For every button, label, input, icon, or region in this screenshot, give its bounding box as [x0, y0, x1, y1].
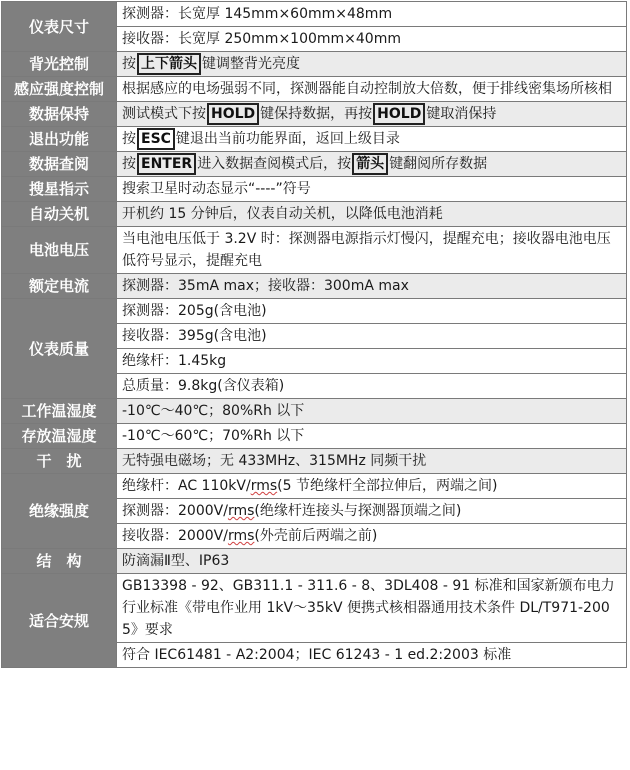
label-satellite: 搜星指示: [2, 177, 117, 202]
value-size-detector: 探测器：长宽厚 145mm×60mm×48mm: [117, 2, 627, 27]
row-hold: [2, 102, 627, 127]
label-size: 仪表尺寸: [2, 2, 117, 52]
label-work-temp: 工作温湿度: [2, 399, 117, 424]
text-pre: 探测器：2000V/: [122, 503, 228, 519]
key-updown-arrow: 上下箭头: [137, 53, 201, 75]
value-standards-2: 符合 IEC61481 - A2:2004；IEC 61243 - 1 ed.2:2003 标准: [117, 643, 627, 668]
label-backlight: 背光控制: [2, 52, 117, 77]
value-query: [117, 152, 627, 177]
text-post: (绝缘杆连接头与探测器顶端之间): [254, 503, 462, 519]
value-hold: [117, 102, 627, 127]
value-store-temp: -10℃～60℃；70%Rh 以下: [117, 424, 627, 449]
row-insulation: [2, 474, 627, 499]
row-query: [2, 152, 627, 177]
text-post: 键翻阅所存数据: [389, 156, 488, 172]
label-structure: 结 构: [2, 549, 117, 574]
label-exit: 退出功能: [2, 127, 117, 152]
row-store-temp: [2, 424, 627, 449]
value-backlight: [117, 52, 627, 77]
value-mass-receiver: 接收器：395g(含电池): [117, 324, 627, 349]
row-standards: [2, 574, 627, 643]
value-insulation-receiver: [117, 524, 627, 549]
row-sensitivity: [2, 77, 627, 102]
key-hold-2: HOLD: [373, 103, 425, 125]
label-store-temp: 存放温湿度: [2, 424, 117, 449]
value-standards-1: GB13398 - 92、GB311.1 - 311.6 - 8、3DL408 - 91 标准和国家新颁布电力行业标准《带电作业用 1kV～35kV 便携式核相器通用技术条件 DL/T971-2005》要求: [117, 574, 627, 643]
label-current: 额定电流: [2, 274, 117, 299]
value-insulation-detector: [117, 499, 627, 524]
row-work-temp: [2, 399, 627, 424]
text-pre: 绝缘杆：AC 110kV/: [122, 478, 251, 494]
row-auto-off: [2, 202, 627, 227]
text-post: (5 节绝缘杆全部拉伸后，两端之间): [277, 478, 498, 494]
row-satellite: [2, 177, 627, 202]
key-enter: ENTER: [137, 153, 196, 175]
key-arrow: 箭头: [352, 153, 388, 175]
key-esc: ESC: [137, 128, 175, 150]
value-mass-detector: 探测器：205g(含电池): [117, 299, 627, 324]
spec-table: [1, 1, 627, 668]
unit-rms: rms: [227, 528, 255, 544]
row-current: [2, 274, 627, 299]
text-post: (外壳前后两端之前): [254, 528, 378, 544]
row-interference: [2, 449, 627, 474]
row-structure: [2, 549, 627, 574]
text-pre: 接收器：2000V/: [122, 528, 228, 544]
value-mass-total: 总质量：9.8kg(含仪表箱): [117, 374, 627, 399]
text-pre: 按: [122, 56, 136, 72]
value-satellite: 搜索卫星时动态显示“----”符号: [117, 177, 627, 202]
value-size-receiver: 接收器：长宽厚 250mm×100mm×40mm: [117, 27, 627, 52]
text-post: 键取消保持: [426, 106, 497, 122]
label-interference: 干 扰: [2, 449, 117, 474]
label-auto-off: 自动关机: [2, 202, 117, 227]
value-insulation-rod: [117, 474, 627, 499]
row-backlight: [2, 52, 627, 77]
label-hold: 数据保持: [2, 102, 117, 127]
label-sensitivity: 感应强度控制: [2, 77, 117, 102]
value-sensitivity: 根据感应的电场强弱不同，探测器能自动控制放大倍数，便于排线密集场所核相: [117, 77, 627, 102]
value-mass-rod: 绝缘杆：1.45kg: [117, 349, 627, 374]
value-auto-off: 开机约 15 分钟后，仪表自动关机，以降低电池消耗: [117, 202, 627, 227]
text-mid: 键保持数据，再按: [260, 106, 373, 122]
value-exit: [117, 127, 627, 152]
value-battery: 当电池电压低于 3.2V 时：探测器电源指示灯慢闪，提醒充电；接收器电池电压低符号显示，提醒充电: [117, 227, 627, 274]
row-exit: [2, 127, 627, 152]
text-mid: 进入数据查阅模式后，按: [197, 156, 352, 172]
label-standards: 适合安规: [2, 574, 117, 668]
value-interference: 无特强电磁场；无 433MHz、315MHz 同频干扰: [117, 449, 627, 474]
row-mass: [2, 299, 627, 324]
label-insulation: 绝缘强度: [2, 474, 117, 549]
text-pre: 测试模式下按: [122, 106, 206, 122]
row-size: [2, 2, 627, 27]
unit-rms: rms: [227, 503, 255, 519]
value-structure: 防滴漏Ⅱ型、IP63: [117, 549, 627, 574]
value-current: 探测器：35mA max；接收器：300mA max: [117, 274, 627, 299]
row-battery: [2, 227, 627, 274]
text-pre: 按: [122, 131, 136, 147]
key-hold: HOLD: [207, 103, 259, 125]
label-query: 数据查阅: [2, 152, 117, 177]
unit-rms: rms: [250, 478, 278, 494]
text-post: 键退出当前功能界面，返回上级目录: [175, 131, 400, 147]
text-pre: 按: [122, 156, 136, 172]
text-post: 键调整背光亮度: [202, 56, 300, 72]
label-battery: 电池电压: [2, 227, 117, 274]
label-mass: 仪表质量: [2, 299, 117, 399]
value-work-temp: -10℃～40℃；80%Rh 以下: [117, 399, 627, 424]
